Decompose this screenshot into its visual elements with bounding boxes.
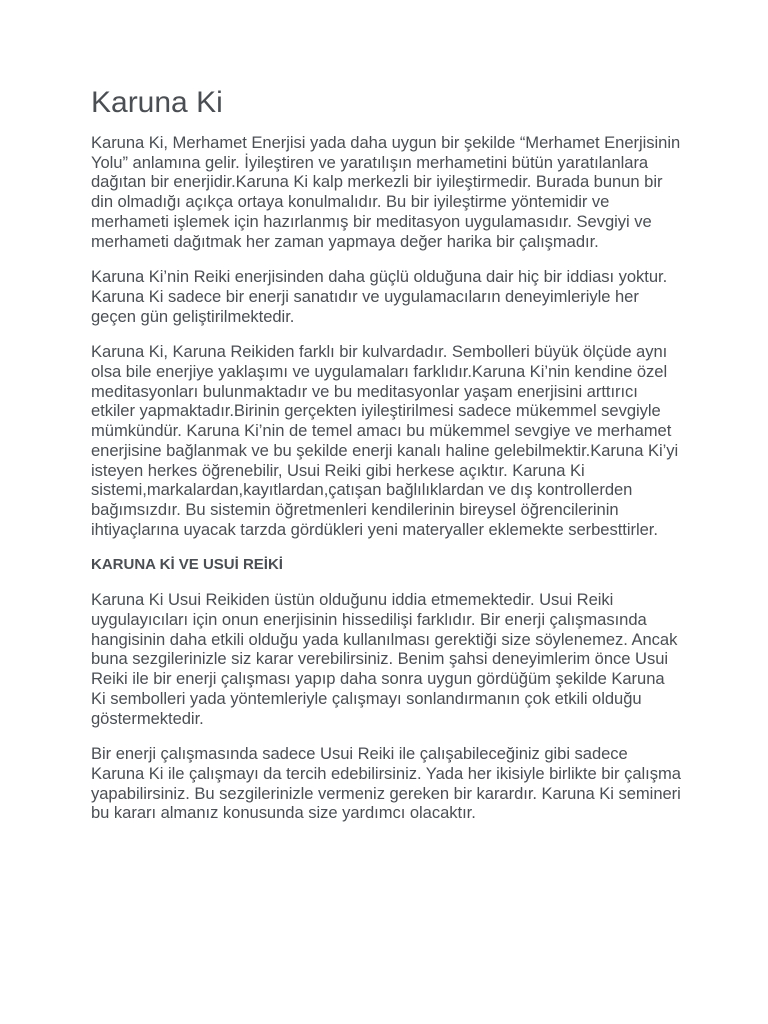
document-page [91, 84, 681, 839]
page-title: Karuna Ki [91, 86, 223, 119]
paragraph-usui-reiki: Karuna Ki Usui Reikiden üstün olduğunu iddia etmemektedir. Usui Reiki uygulayıcıları için onun enerjisinin hissedilişi farklıdır. Bir enerji çalışmasında hangisinin daha etkili olduğu yada kullanılması gerektiği size söylenemez. Ancak buna sezgilerinizle siz karar verebilirsiniz. Benim şahsi deneyimlerim önce Usui Reiki ile bir enerji çalışması yapıp daha sonra uygun gördüğüm şekilde Karuna Ki sembolleri yada yöntemleriyle çalışmayı sonlandırmanın çok etkili olduğu göstermektedir. [91, 590, 678, 728]
paragraph-reiki-comparison: Karuna Ki’nin Reiki enerjisinden daha güçlü olduğuna dair hiç bir iddiası yoktur. Karuna Ki sadece bir enerji sanatıdır ve uygulamacıların deneyimleriyle her geçen gün geliştirilmektedir. [91, 267, 668, 326]
section-heading: KARUNA Kİ VE USUİ REİKİ [91, 556, 283, 574]
paragraph-intro: Karuna Ki, Merhamet Enerjisi yada daha uygun bir şekilde “Merhamet Enerjisinin Yolu” anlamına gelir. İyileştiren ve yaratılışın merhametini bütün yaratılanlara dağıtan bir enerjidir.Karuna Ki kalp merkezli bir iyileştirmedir. Burada bunun bir din olmadığı açıkça ortaya konulmalıdır. Bu bir iyileştirme yöntemidir ve merhameti işlemek için hazırlanmış bir meditasyon uygulamasıdır. Sevgiyi ve merhameti dağıtmak her zaman yapmaya değer harika bir çalışmadır. [91, 133, 681, 251]
paragraph-choice: Bir enerji çalışmasında sadece Usui Reiki ile çalışabileceğiniz gibi sadece Karuna Ki ile çalışmayı da tercih edebilirsiniz. Yada her ikisiyle birlikte bir çalışma yapabilirsiniz. Bu sezgilerinizle vermeniz gereken bir karardır. Karuna Ki semineri bu kararı almanız konusunda size yardımcı olacaktır. [91, 744, 681, 823]
paragraph-karuna-reiki-difference: Karuna Ki, Karuna Reikiden farklı bir kulvardadır. Sembolleri büyük ölçüde aynı olsa bile enerjiye yaklaşımı ve uygulamaları farklıdır.Karuna Ki’nin kendine özel meditasyonları bulunmaktadır ve bu meditasyonlar yaşam enerjisini arttırıcı etkiler yapmaktadır.Birinin gerçekten iyileştirilmesi sadece mükemmel sevgiyle mümkündür. Karuna Ki’nin de temel amacı bu mükemmel sevgiye ve merhamet enerjisine bağlanmak ve bu şekilde enerji kanalı haline gelebilmektir.Karuna Ki’yi isteyen herkes öğrenebilir, Usui Reiki gibi herkese açıktır. Karuna Ki sistemi,markalardan,kayıtlardan,çatışan bağlılıklardan ve dış kontrollerden bağımsızdır. Bu sistemin öğretmenleri kendilerinin bireysel öğrencilerinin ihtiyaçlarına uyacak tarzda gördükleri yeni materyaller eklemekte serbesttirler. [91, 342, 679, 539]
